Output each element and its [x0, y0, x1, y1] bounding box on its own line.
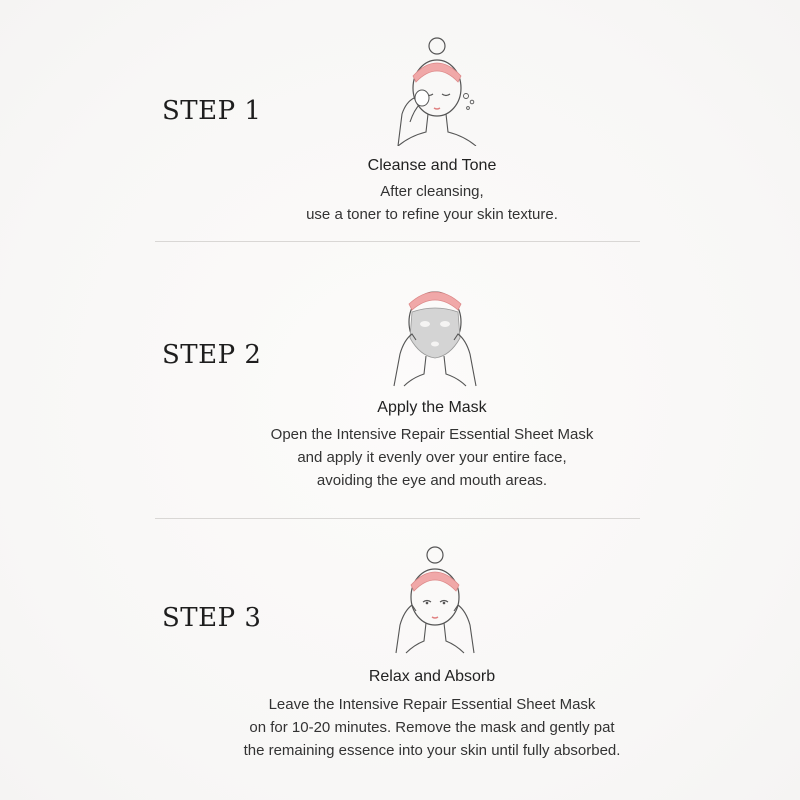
description-line: avoiding the eye and mouth areas. — [316, 472, 548, 489]
step-title: Relax and Absorb — [368, 668, 496, 685]
description-line: and apply it evenly over your entire face, — [297, 449, 567, 466]
description-line: use a toner to refine your skin texture. — [306, 206, 558, 223]
step-label: STEP 3 — [162, 603, 262, 633]
description-line: Open the Intensive Repair Essential Sheet Mask — [270, 426, 594, 443]
description-line: After cleansing, — [380, 183, 484, 200]
step-description — [0, 423, 800, 492]
step-title: Apply the Mask — [377, 399, 487, 416]
step-description — [0, 180, 800, 226]
woman-cleansing-icon — [380, 36, 490, 146]
woman-patting-skin-icon — [380, 545, 490, 655]
woman-sheet-mask-icon — [380, 278, 490, 388]
description-line: the remaining essence into your skin until fully absorbed. — [243, 742, 621, 759]
step-description — [0, 693, 800, 762]
step-label: STEP 2 — [162, 340, 262, 370]
divider — [155, 518, 640, 519]
description-line: Leave the Intensive Repair Essential Sheet Mask — [268, 696, 596, 713]
description-line: on for 10-20 minutes. Remove the mask and gently pat — [249, 719, 615, 736]
divider — [155, 241, 640, 242]
step-title: Cleanse and Tone — [367, 157, 497, 174]
step-label: STEP 1 — [162, 96, 262, 126]
